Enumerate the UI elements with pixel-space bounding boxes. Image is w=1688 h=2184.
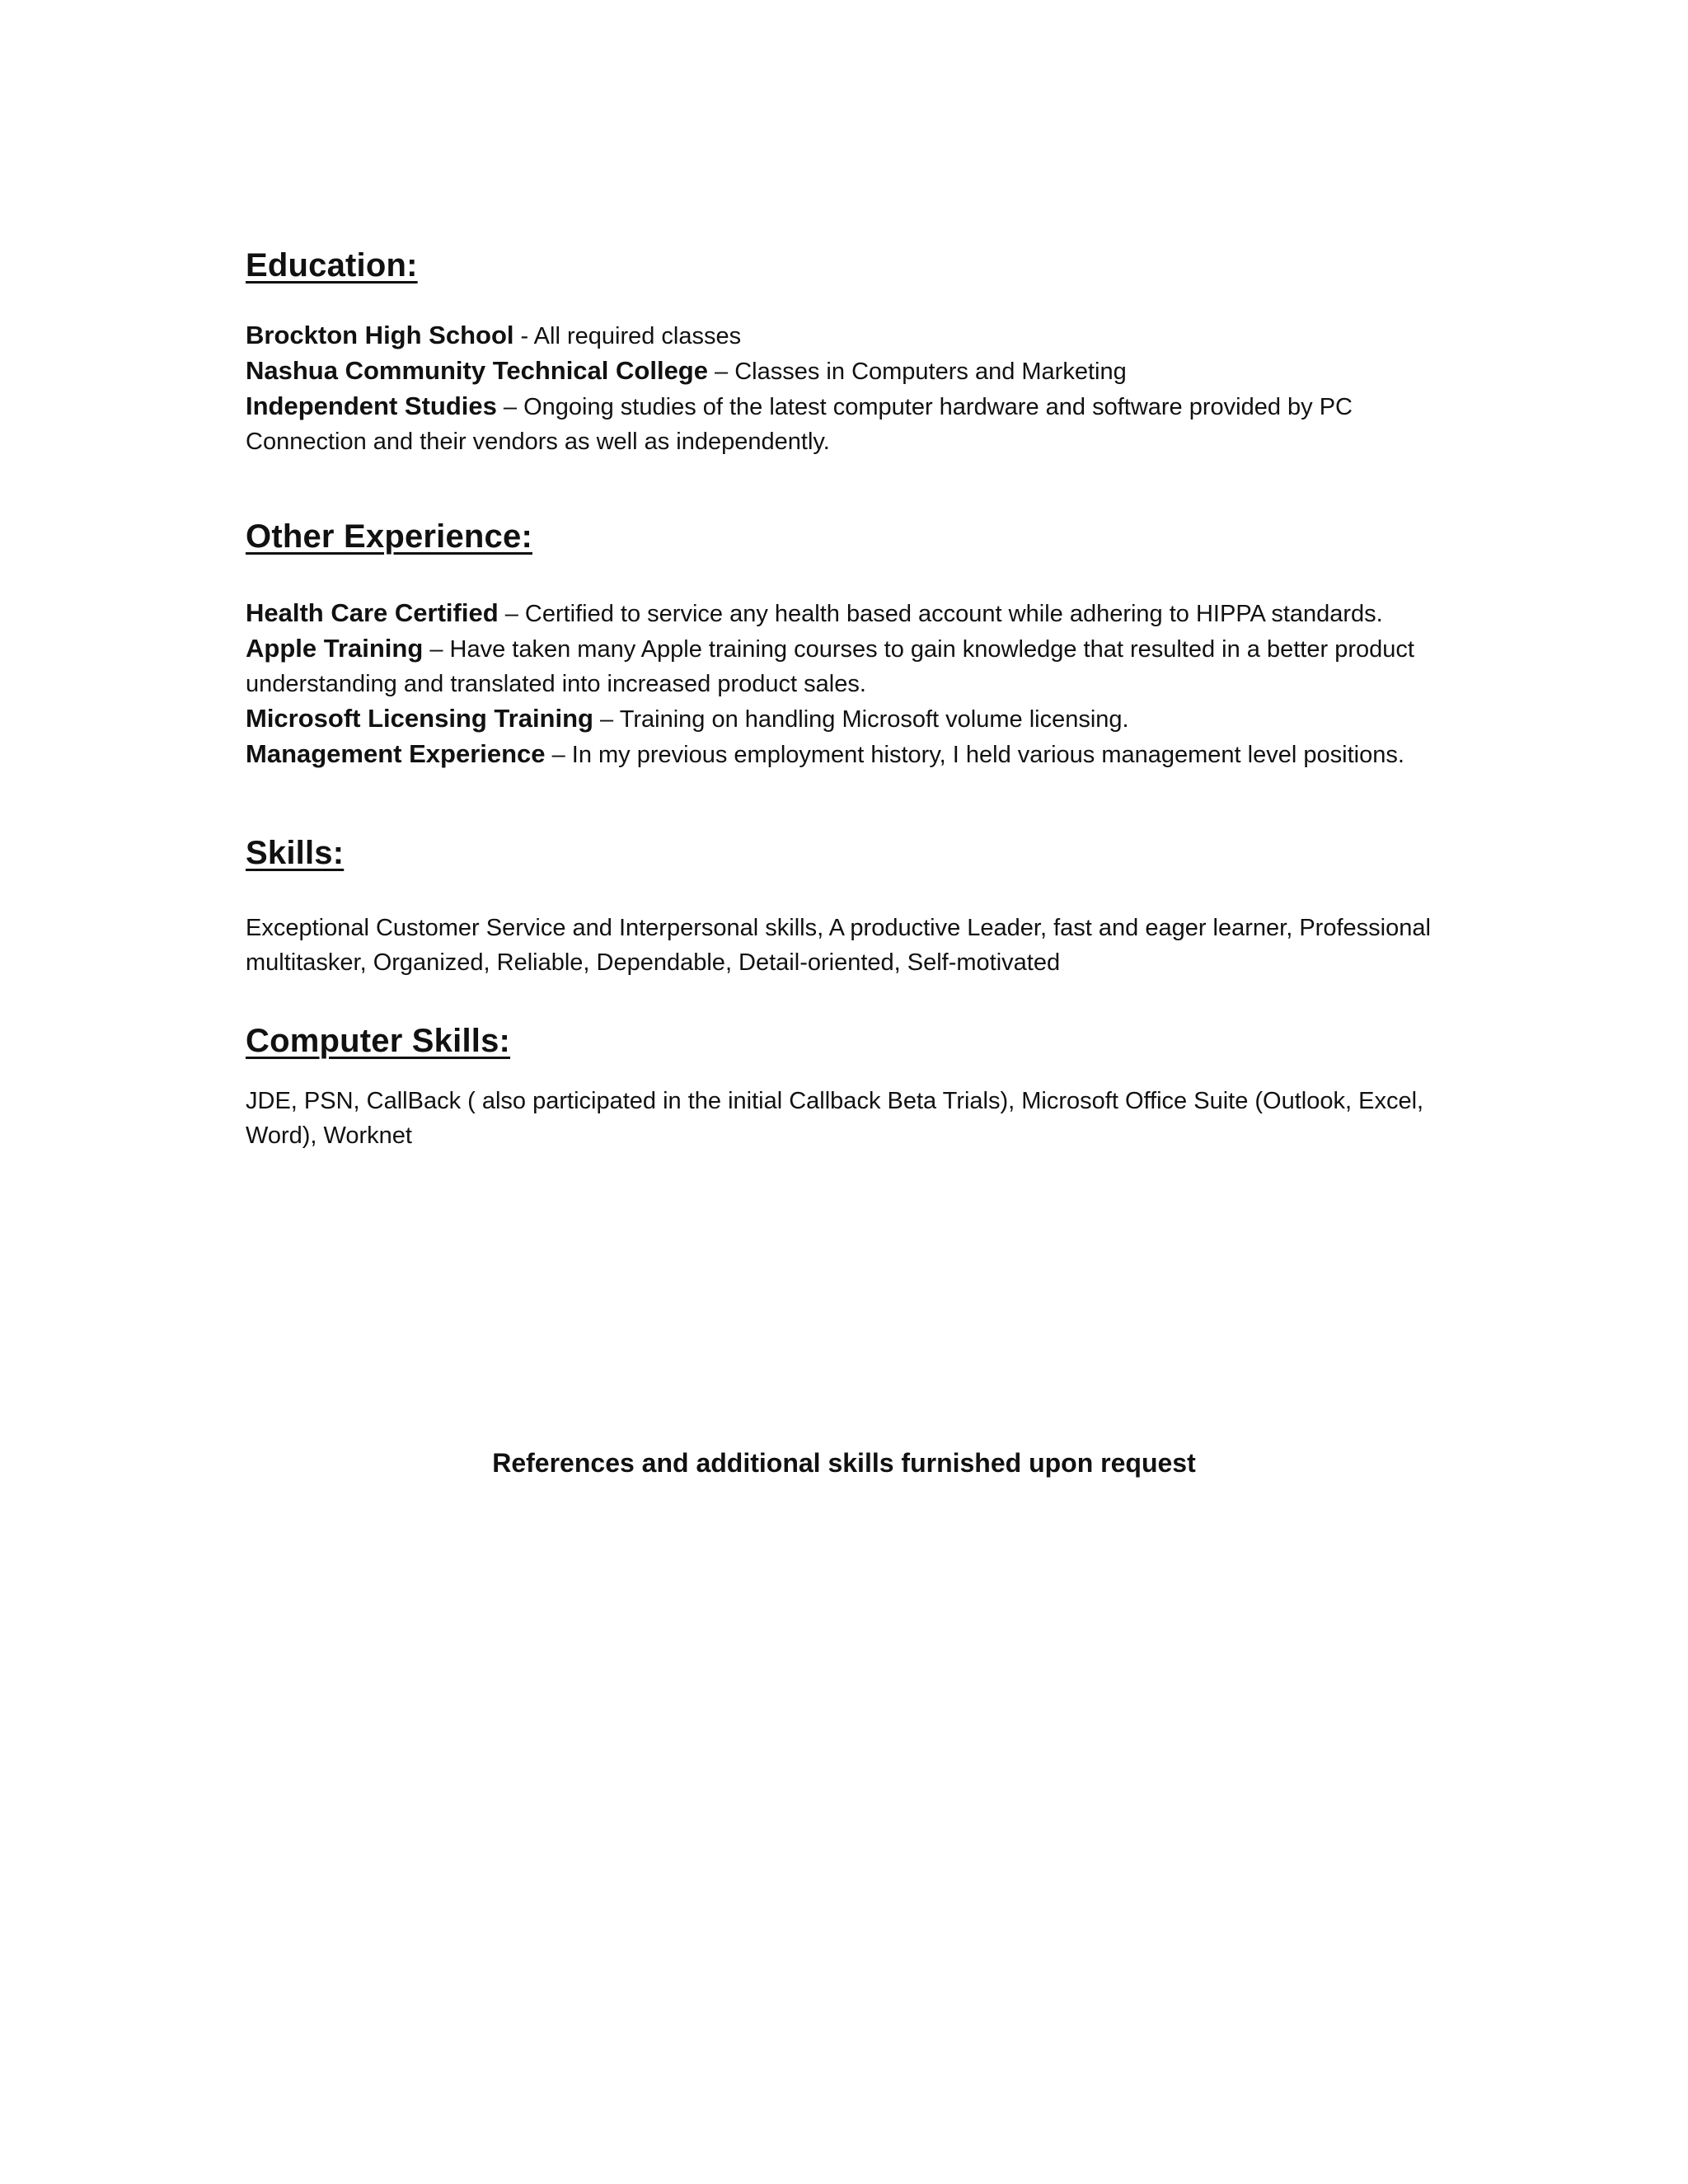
experience-entry [246, 596, 1449, 631]
references-note: References and additional skills furnished upon request [492, 1448, 1196, 1478]
education-list [246, 318, 1449, 459]
skills-body [246, 911, 1449, 980]
entry-separator: – [498, 601, 525, 627]
entry-separator: - [513, 323, 534, 349]
entry-separator: – [423, 636, 450, 663]
education-entry [246, 389, 1449, 459]
entry-separator: – [593, 706, 620, 733]
computer-skills-section [246, 1016, 1449, 1153]
entry-description: All required classes [533, 323, 742, 349]
entry-separator: – [545, 742, 572, 768]
entry-name: Nashua Community Technical College [246, 356, 708, 385]
entry-name: Independent Studies [246, 391, 497, 420]
other-experience-heading: Other Experience: [246, 518, 532, 555]
entry-name: Brockton High School [246, 321, 514, 349]
entry-description: Certified to service any health based account while adhering to HIPPA standards. [524, 601, 1383, 627]
entry-description: Training on handling Microsoft volume licensing. [619, 706, 1129, 733]
entry-separator: – [707, 359, 735, 385]
education-section [246, 241, 1449, 459]
education-heading: Education: [246, 247, 418, 284]
entry-name: Management Experience [246, 739, 546, 768]
other-experience-list [246, 596, 1449, 772]
skills-heading: Skills: [246, 835, 345, 871]
entry-separator: – [496, 394, 524, 420]
entry-description: In my previous employment history, I held various management level positions. [571, 742, 1404, 768]
resume-content [246, 241, 1449, 1153]
experience-entry [246, 631, 1449, 701]
computer-skills-heading: Computer Skills: [246, 1023, 511, 1059]
entry-description: Ongoing studies of the latest computer hardware and software provided by PC Connection and their vendors as well as independently. [246, 394, 1353, 455]
education-entry [246, 354, 1449, 389]
experience-entry [246, 737, 1449, 772]
skills-text: Exceptional Customer Service and Interpersonal skills, A productive Leader, fast and eager learner, Professional multitasker, Organized, Reliable, Dependable, Detail-oriented, Self-motivated [246, 915, 1431, 976]
entry-description: Classes in Computers and Marketing [734, 359, 1127, 385]
skills-section [246, 828, 1449, 980]
entry-name: Microsoft Licensing Training [246, 704, 593, 733]
other-experience-section [246, 512, 1449, 772]
experience-entry [246, 701, 1449, 737]
computer-skills-body [246, 1084, 1449, 1153]
computer-skills-text: JDE, PSN, CallBack ( also participated in the initial Callback Beta Trials), Microsoft Office Suite (Outlook, Excel, Word), Worknet [246, 1088, 1424, 1149]
education-entry [246, 318, 1449, 354]
entry-name: Health Care Certified [246, 598, 499, 627]
entry-name: Apple Training [246, 634, 424, 663]
entry-description: Have taken many Apple training courses to gain knowledge that resulted in a better product understanding and translated into increased product sales. [246, 636, 1414, 697]
